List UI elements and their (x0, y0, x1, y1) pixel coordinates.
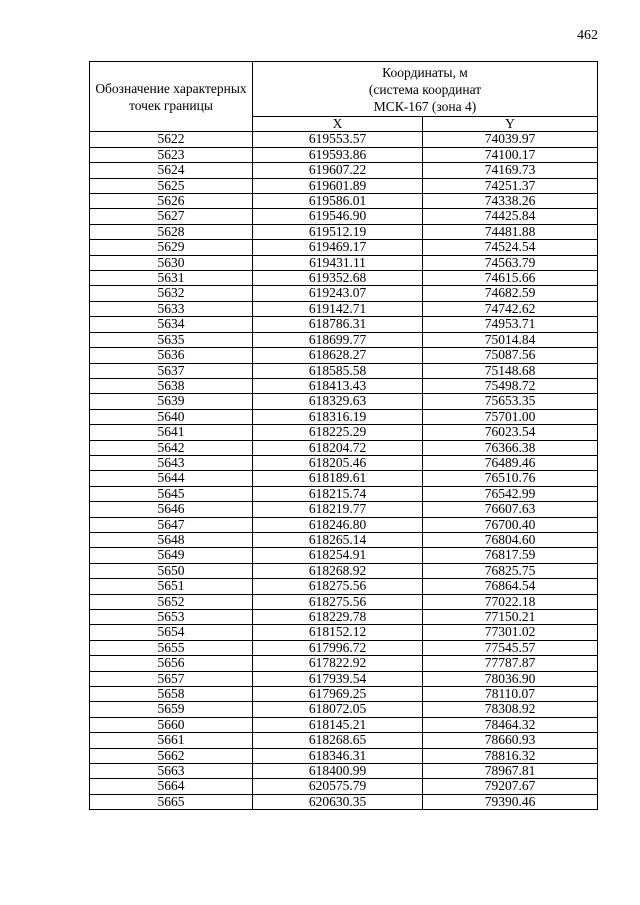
coordinates-header-line2: (система координат (368, 82, 482, 97)
table-row (90, 656, 598, 671)
table-row (90, 317, 598, 332)
y-cell: 78464.32 (423, 717, 598, 732)
table-row (90, 471, 598, 486)
x-cell: 619593.86 (253, 147, 423, 162)
y-cell: 77022.18 (423, 594, 598, 609)
point-label-header: Обозначение характерных точек границы (90, 62, 253, 132)
y-cell: 77301.02 (423, 625, 598, 640)
table-row (90, 563, 598, 578)
table-row (90, 240, 598, 255)
y-cell: 76542.99 (423, 486, 598, 501)
point-id-cell: 5651 (90, 579, 253, 594)
point-id-cell: 5659 (90, 702, 253, 717)
table-row (90, 178, 598, 193)
table-row (90, 733, 598, 748)
table-row (90, 779, 598, 794)
coordinates-table (89, 61, 598, 810)
table-row (90, 625, 598, 640)
y-cell: 74425.84 (423, 209, 598, 224)
y-cell: 76817.59 (423, 548, 598, 563)
point-id-cell: 5647 (90, 517, 253, 532)
y-cell: 74742.62 (423, 301, 598, 316)
point-id-cell: 5627 (90, 209, 253, 224)
y-cell: 74169.73 (423, 163, 598, 178)
table-row (90, 271, 598, 286)
y-cell: 74953.71 (423, 317, 598, 332)
y-cell: 76825.75 (423, 563, 598, 578)
point-id-cell: 5639 (90, 394, 253, 409)
table-row (90, 209, 598, 224)
y-cell: 78110.07 (423, 687, 598, 702)
x-cell: 618189.61 (253, 471, 423, 486)
y-cell: 76804.60 (423, 532, 598, 547)
table-row (90, 348, 598, 363)
point-id-cell: 5654 (90, 625, 253, 640)
x-cell: 618786.31 (253, 317, 423, 332)
y-cell: 76366.38 (423, 440, 598, 455)
x-cell: 619607.22 (253, 163, 423, 178)
y-cell: 78660.93 (423, 733, 598, 748)
point-id-cell: 5648 (90, 532, 253, 547)
table-row (90, 132, 598, 147)
x-cell: 618246.80 (253, 517, 423, 532)
point-id-cell: 5660 (90, 717, 253, 732)
point-id-cell: 5637 (90, 363, 253, 378)
y-cell: 76700.40 (423, 517, 598, 532)
x-cell: 618145.21 (253, 717, 423, 732)
x-cell: 618219.77 (253, 502, 423, 517)
point-id-cell: 5633 (90, 301, 253, 316)
x-cell: 618225.29 (253, 425, 423, 440)
y-cell: 75653.35 (423, 394, 598, 409)
y-cell: 76023.54 (423, 425, 598, 440)
x-cell: 617969.25 (253, 687, 423, 702)
y-cell: 79207.67 (423, 779, 598, 794)
y-cell: 74338.26 (423, 194, 598, 209)
header-row (90, 62, 598, 117)
y-cell: 74481.88 (423, 224, 598, 239)
point-id-cell: 5658 (90, 687, 253, 702)
x-cell: 619553.57 (253, 132, 423, 147)
x-cell: 619586.01 (253, 194, 423, 209)
x-cell: 619142.71 (253, 301, 423, 316)
table-body (90, 132, 598, 810)
point-id-cell: 5655 (90, 640, 253, 655)
table-row (90, 147, 598, 162)
y-cell: 75148.68 (423, 363, 598, 378)
table-row (90, 794, 598, 809)
table-row (90, 502, 598, 517)
y-cell: 74563.79 (423, 255, 598, 270)
x-cell: 619243.07 (253, 286, 423, 301)
point-id-cell: 5640 (90, 409, 253, 424)
y-cell: 76864.54 (423, 579, 598, 594)
point-id-cell: 5638 (90, 378, 253, 393)
coordinates-header (253, 62, 598, 117)
y-cell: 74100.17 (423, 147, 598, 162)
table-row (90, 409, 598, 424)
x-cell: 617939.54 (253, 671, 423, 686)
x-cell: 620575.79 (253, 779, 423, 794)
y-cell: 78816.32 (423, 748, 598, 763)
point-id-cell: 5664 (90, 779, 253, 794)
x-cell: 618265.14 (253, 532, 423, 547)
y-cell: 77545.57 (423, 640, 598, 655)
y-cell: 75498.72 (423, 378, 598, 393)
y-cell: 74251.37 (423, 178, 598, 193)
point-id-cell: 5645 (90, 486, 253, 501)
table-row (90, 764, 598, 779)
table-row (90, 301, 598, 316)
point-id-cell: 5652 (90, 594, 253, 609)
point-id-cell: 5622 (90, 132, 253, 147)
x-cell: 618215.74 (253, 486, 423, 501)
point-id-cell: 5626 (90, 194, 253, 209)
x-cell: 617822.92 (253, 656, 423, 671)
table-row (90, 194, 598, 209)
table-row (90, 332, 598, 347)
y-cell: 77150.21 (423, 610, 598, 625)
table-row (90, 286, 598, 301)
x-cell: 618628.27 (253, 348, 423, 363)
point-id-cell: 5662 (90, 748, 253, 763)
x-cell: 619469.17 (253, 240, 423, 255)
x-cell: 618585.58 (253, 363, 423, 378)
point-id-cell: 5624 (90, 163, 253, 178)
table-row (90, 532, 598, 547)
table-header (90, 62, 598, 132)
point-id-cell: 5628 (90, 224, 253, 239)
table-row (90, 255, 598, 270)
y-cell: 78308.92 (423, 702, 598, 717)
table-row (90, 378, 598, 393)
table-row (90, 579, 598, 594)
point-id-cell: 5641 (90, 425, 253, 440)
table-row (90, 640, 598, 655)
point-id-cell: 5632 (90, 286, 253, 301)
x-cell: 618275.56 (253, 579, 423, 594)
x-cell: 618275.56 (253, 594, 423, 609)
point-id-cell: 5642 (90, 440, 253, 455)
x-cell: 618204.72 (253, 440, 423, 455)
x-cell: 618229.78 (253, 610, 423, 625)
point-id-cell: 5661 (90, 733, 253, 748)
y-cell: 74682.59 (423, 286, 598, 301)
y-cell: 78967.81 (423, 764, 598, 779)
x-cell: 617996.72 (253, 640, 423, 655)
x-header: X (253, 117, 423, 132)
x-cell: 618346.31 (253, 748, 423, 763)
table-row (90, 717, 598, 732)
x-cell: 619431.11 (253, 255, 423, 270)
point-id-cell: 5649 (90, 548, 253, 563)
y-cell: 79390.46 (423, 794, 598, 809)
y-cell: 74039.97 (423, 132, 598, 147)
point-id-cell: 5629 (90, 240, 253, 255)
point-id-cell: 5623 (90, 147, 253, 162)
point-id-cell: 5631 (90, 271, 253, 286)
x-cell: 618400.99 (253, 764, 423, 779)
y-cell: 74615.66 (423, 271, 598, 286)
point-id-cell: 5646 (90, 502, 253, 517)
x-cell: 619601.89 (253, 178, 423, 193)
x-cell: 618072.05 (253, 702, 423, 717)
table-row (90, 702, 598, 717)
point-id-cell: 5656 (90, 656, 253, 671)
table-row (90, 517, 598, 532)
x-cell: 618329.63 (253, 394, 423, 409)
table-row (90, 594, 598, 609)
y-cell: 75087.56 (423, 348, 598, 363)
table-row (90, 548, 598, 563)
x-cell: 618268.92 (253, 563, 423, 578)
y-cell: 76510.76 (423, 471, 598, 486)
point-id-cell: 5657 (90, 671, 253, 686)
table-row (90, 394, 598, 409)
table-row (90, 425, 598, 440)
x-cell: 618268.65 (253, 733, 423, 748)
coordinates-header-line3: МСК-167 (зона 4) (373, 99, 477, 114)
table-row (90, 455, 598, 470)
x-cell: 619512.19 (253, 224, 423, 239)
table-row (90, 486, 598, 501)
table-row (90, 224, 598, 239)
x-cell: 618699.77 (253, 332, 423, 347)
table-row (90, 671, 598, 686)
x-cell: 618152.12 (253, 625, 423, 640)
page-number: 462 (577, 28, 598, 43)
point-id-cell: 5635 (90, 332, 253, 347)
x-cell: 618413.43 (253, 378, 423, 393)
point-id-cell: 5643 (90, 455, 253, 470)
y-cell: 78036.90 (423, 671, 598, 686)
point-id-cell: 5644 (90, 471, 253, 486)
x-cell: 619546.90 (253, 209, 423, 224)
y-cell: 75014.84 (423, 332, 598, 347)
point-id-cell: 5634 (90, 317, 253, 332)
table-row (90, 687, 598, 702)
y-cell: 75701.00 (423, 409, 598, 424)
coordinates-header-line1: Координаты, м (382, 65, 468, 80)
table-row (90, 440, 598, 455)
table-row (90, 748, 598, 763)
point-id-cell: 5625 (90, 178, 253, 193)
x-cell: 618254.91 (253, 548, 423, 563)
y-cell: 77787.87 (423, 656, 598, 671)
y-header: Y (423, 117, 598, 132)
table-row (90, 163, 598, 178)
y-cell: 74524.54 (423, 240, 598, 255)
y-cell: 76607.63 (423, 502, 598, 517)
point-id-cell: 5653 (90, 610, 253, 625)
point-id-cell: 5630 (90, 255, 253, 270)
y-cell: 76489.46 (423, 455, 598, 470)
point-id-cell: 5636 (90, 348, 253, 363)
point-id-cell: 5665 (90, 794, 253, 809)
x-cell: 618316.19 (253, 409, 423, 424)
point-id-cell: 5663 (90, 764, 253, 779)
x-cell: 619352.68 (253, 271, 423, 286)
x-cell: 618205.46 (253, 455, 423, 470)
x-cell: 620630.35 (253, 794, 423, 809)
table-row (90, 610, 598, 625)
point-id-cell: 5650 (90, 563, 253, 578)
table-row (90, 363, 598, 378)
